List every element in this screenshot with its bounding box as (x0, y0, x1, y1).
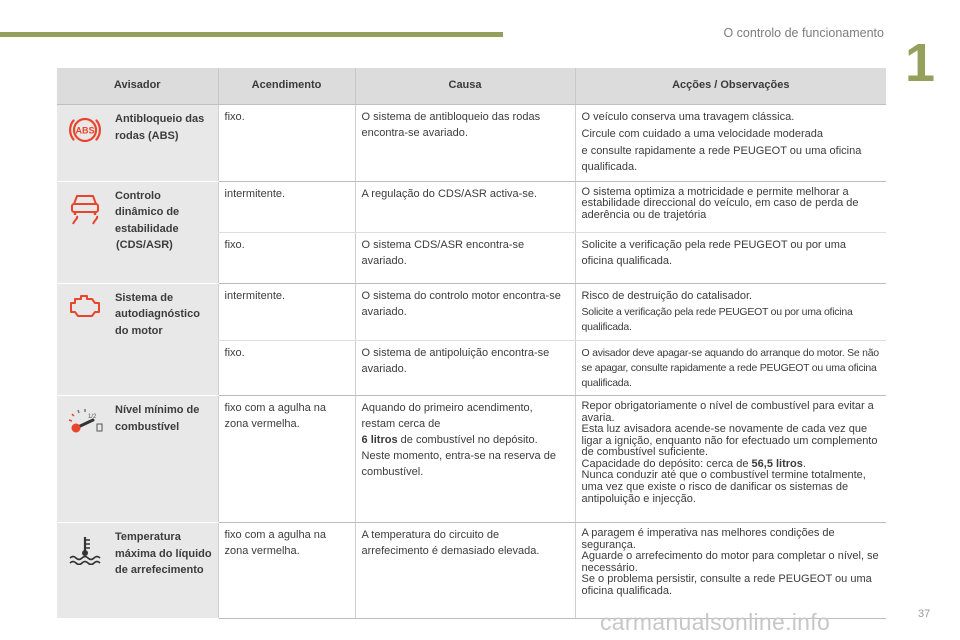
abs-icon-cell (57, 105, 113, 182)
column-header-lighting: Acendimento (218, 68, 355, 105)
fuel-icon-cell (57, 396, 113, 523)
coolant-lighting: fixo com a agulha na zona vermelha. (218, 523, 355, 619)
column-header-cause: Causa (355, 68, 575, 105)
stability-control-icon (67, 188, 103, 226)
stability-lighting-fixed: fixo. (218, 232, 355, 283)
stability-icon-cell (57, 181, 113, 283)
engine-name: Sistema de autodiagnóstico do motor (113, 283, 218, 395)
fuel-action-1: Repor obrigatoriamente o nível de combustível para evitar a avaria. (581, 400, 874, 424)
header-accent-bar (0, 32, 503, 37)
engine-lighting-fixed: fixo. (218, 341, 355, 396)
fuel-cause-3: Neste momento, entra-se na reserva de combustível. (361, 450, 556, 478)
warning-lights-table (57, 68, 886, 619)
coolant-icon-cell (57, 523, 113, 619)
coolant-actions (575, 523, 886, 619)
coolant-action-2: Aguarde o arrefecimento do motor para completar o nível, se necessário. (581, 550, 879, 574)
engine-cause-fixed: O sistema de antipoluição encontra-se avariado. (355, 341, 575, 396)
fuel-gauge-icon (65, 406, 105, 436)
fuel-name: Nível mínimo de combustível (113, 396, 218, 523)
svg-text:1/2: 1/2 (88, 414, 97, 421)
engine-action-blinking (575, 283, 886, 340)
abs-cause: O sistema de antibloqueio das rodas encontra-se avariado. (355, 105, 575, 182)
fuel-amount: 6 litros (361, 434, 398, 447)
engine-action-fixed: O avisador deve apagar-se aquando do arranque do motor. Se não se apagar, consulte rapidamente a rede PEUGEOT ou uma oficina qualificada. (575, 341, 886, 396)
coolant-name: Temperatura máxima do líquido de arrefecimento (113, 523, 218, 619)
fuel-cause (355, 396, 575, 523)
stability-name (113, 181, 218, 283)
fuel-cause-2-line (362, 433, 569, 449)
coolant-action-1: A paragem é imperativa nas melhores condições de segurança. (581, 527, 835, 551)
stability-cause-fixed: O sistema CDS/ASR encontra-se avariado. (355, 232, 575, 283)
fuel-capacity: 56,5 litros (751, 457, 803, 470)
engine-cause-blinking: O sistema do controlo motor encontra-se avariado. (355, 283, 575, 340)
coolant-temperature-icon (67, 535, 103, 565)
watermark: carmanualsonline.info (600, 609, 831, 635)
table-header-row (57, 68, 886, 105)
stability-name-sub: (CDS/ASR) (116, 239, 173, 252)
table-row-stability-a (57, 181, 886, 232)
fuel-action-3-end: . (802, 457, 806, 470)
column-header-warning: Avisador (57, 68, 218, 105)
stability-lighting-blinking: intermitente. (218, 181, 355, 232)
table-row-fuel (57, 396, 886, 523)
engine-icon-cell (57, 283, 113, 395)
stability-name-main: Controlo dinâmico de estabilidade (115, 189, 180, 235)
abs-name: Antibloqueio das rodas (ABS) (113, 105, 218, 182)
abs-warning-icon (66, 111, 104, 149)
fuel-actions (575, 396, 886, 523)
abs-actions (575, 105, 886, 182)
abs-action-2: Circule com cuidado a uma velocidade moderada (581, 127, 824, 140)
abs-lighting: fixo. (218, 105, 355, 182)
stability-action-fixed: Solicite a verificação pela rede PEUGEOT ou por uma oficina qualificada. (575, 232, 886, 283)
engine-action-2: Solicite a verificação pela rede PEUGEOT ou por uma oficina qualificada. (581, 305, 853, 333)
fuel-action-2: Esta luz avisadora acende-se novamente de cada vez que ligar a ignição, enquanto não for efectuado um complemento de combustível suficiente. (581, 423, 878, 459)
table-row-coolant (57, 523, 886, 619)
fuel-action-3: Capacidade do depósito: cerca de (581, 457, 752, 470)
coolant-cause: A temperatura do circuito de arrefecimento é demasiado elevada. (355, 523, 575, 619)
page-number: 37 (918, 608, 931, 620)
fuel-cause-2: de combustível no depósito. (397, 434, 538, 447)
abs-action-3: e consulte rapidamente a rede PEUGEOT ou uma oficina qualificada. (581, 144, 862, 173)
svg-text:ABS: ABS (75, 125, 95, 136)
fuel-action-4: Nunca conduzir até que o combustível termine totalmente, uma vez que existe o risco de danificar os sistemas de antipoluição e injecção. (581, 469, 866, 505)
fuel-cause-1: Aquando do primeiro acendimento, restam cerca de (361, 402, 533, 431)
engine-lighting-blinking: intermitente. (218, 283, 355, 340)
coolant-action-3: Se o problema persistir, consulte a rede PEUGEOT ou uma oficina qualificada. (581, 573, 872, 597)
stability-cause-blinking: A regulação do CDS/ASR activa-se. (355, 181, 575, 232)
engine-action-1: Risco de destruição do catalisador. (581, 289, 753, 302)
table-row-abs (57, 105, 886, 182)
column-header-actions: Acções / Observações (575, 68, 886, 105)
fuel-lighting: fixo com a agulha na zona vermelha. (218, 396, 355, 523)
abs-action-1: O veículo conserva uma travagem clássica. (581, 111, 795, 123)
table-row-engine-a (57, 283, 886, 340)
stability-action-blinking: O sistema optimiza a motricidade e permite melhorar a estabilidade direccional do veículo, em caso de perda de aderência ou de trajetória (575, 181, 886, 232)
engine-check-icon (66, 290, 104, 322)
section-title: O controlo de funcionamento (723, 26, 884, 40)
chapter-number: 1 (905, 33, 936, 93)
